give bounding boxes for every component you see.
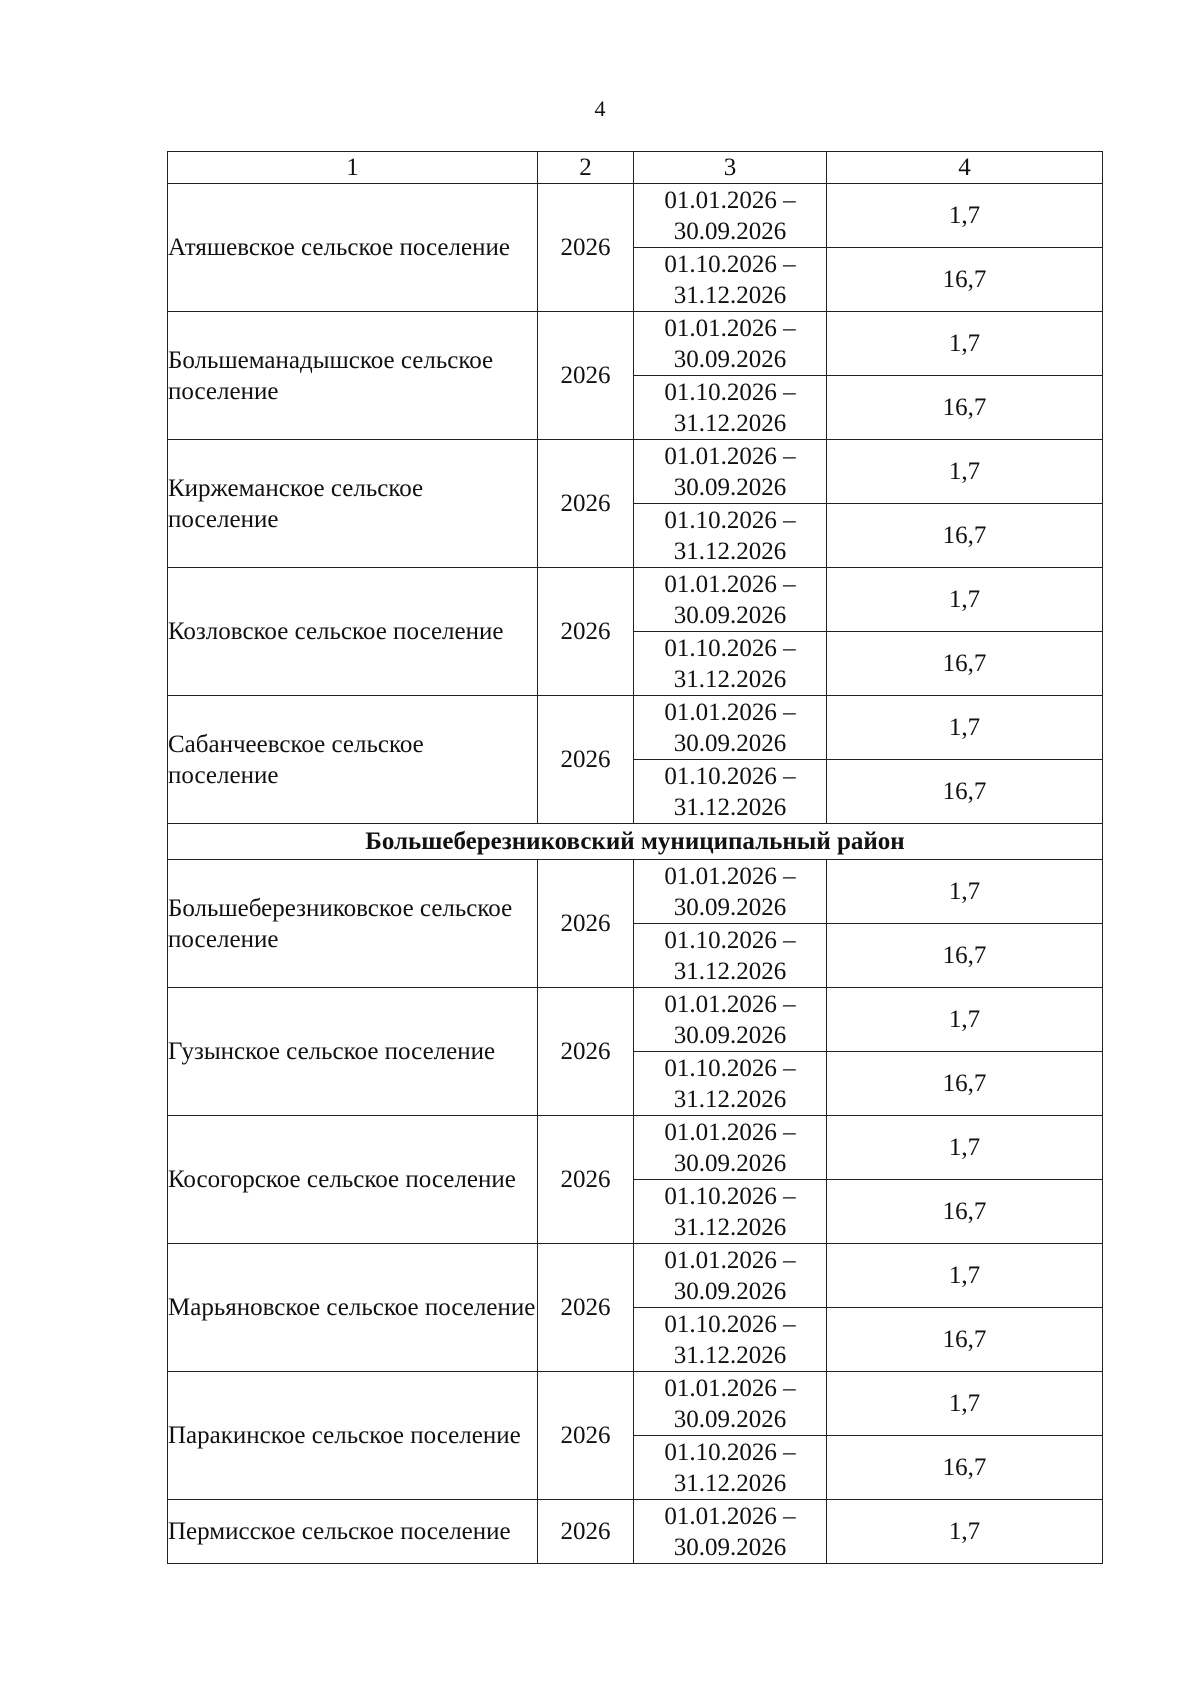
period-from: 01.10.2026 – — [664, 1182, 796, 1210]
year-cell: 2026 — [538, 1372, 634, 1500]
period-to: 31.12.2026 — [673, 281, 787, 309]
period-to: 30.09.2026 — [673, 601, 787, 629]
period-to: 31.12.2026 — [673, 409, 787, 437]
period-to: 31.12.2026 — [673, 1213, 787, 1241]
period-cell — [634, 1116, 827, 1180]
period-from: 01.10.2026 – — [664, 634, 796, 662]
period-from: 01.10.2026 – — [664, 1438, 796, 1466]
table-row — [168, 184, 1103, 248]
period-from: 01.01.2026 – — [664, 698, 796, 726]
settlement-name: Марьяновское сельское поселение — [168, 1244, 538, 1372]
period-to: 30.09.2026 — [673, 217, 787, 245]
value-cell: 16,7 — [827, 504, 1103, 568]
period-to: 30.09.2026 — [673, 1021, 787, 1049]
period-cell — [634, 440, 827, 504]
period-from: 01.10.2026 – — [664, 506, 796, 534]
period-cell — [634, 504, 827, 568]
section-title: Большеберезниковский муниципальный район — [168, 824, 1103, 860]
table-row — [168, 312, 1103, 376]
header-row — [168, 152, 1103, 184]
period-from: 01.10.2026 – — [664, 1310, 796, 1338]
value-cell: 1,7 — [827, 1500, 1103, 1564]
period-cell — [634, 312, 827, 376]
year-cell: 2026 — [538, 312, 634, 440]
period-from: 01.01.2026 – — [664, 1246, 796, 1274]
value-cell: 16,7 — [827, 376, 1103, 440]
settlement-name: Гузынское сельское поселение — [168, 988, 538, 1116]
period-to: 30.09.2026 — [673, 1277, 787, 1305]
period-to: 31.12.2026 — [673, 1341, 787, 1369]
value-cell: 16,7 — [827, 924, 1103, 988]
value-cell: 1,7 — [827, 696, 1103, 760]
period-cell — [634, 1180, 827, 1244]
year-cell: 2026 — [538, 696, 634, 824]
period-from: 01.10.2026 – — [664, 1054, 796, 1082]
table-row — [168, 1372, 1103, 1436]
period-to: 30.09.2026 — [673, 1533, 787, 1561]
period-from: 01.10.2026 – — [664, 250, 796, 278]
settlement-name: Большеманадышское сельское поселение — [168, 312, 538, 440]
period-from: 01.01.2026 – — [664, 1374, 796, 1402]
settlement-name: Сабанчеевское сельское поселение — [168, 696, 538, 824]
table-row — [168, 988, 1103, 1052]
year-cell: 2026 — [538, 1244, 634, 1372]
period-from: 01.01.2026 – — [664, 1118, 796, 1146]
period-from: 01.01.2026 – — [664, 990, 796, 1018]
period-to: 31.12.2026 — [673, 665, 787, 693]
period-to: 30.09.2026 — [673, 1149, 787, 1177]
value-cell: 1,7 — [827, 440, 1103, 504]
period-to: 30.09.2026 — [673, 473, 787, 501]
period-cell — [634, 568, 827, 632]
table-row — [168, 440, 1103, 504]
year-cell: 2026 — [538, 1116, 634, 1244]
value-cell: 16,7 — [827, 1308, 1103, 1372]
value-cell: 16,7 — [827, 1180, 1103, 1244]
header-cell-4: 4 — [827, 152, 1103, 184]
page-number: 4 — [594, 96, 606, 121]
year-cell: 2026 — [538, 440, 634, 568]
table-row — [168, 1500, 1103, 1564]
period-cell — [634, 184, 827, 248]
period-from: 01.01.2026 – — [664, 862, 796, 890]
year-cell: 2026 — [538, 568, 634, 696]
period-cell — [634, 632, 827, 696]
period-cell — [634, 924, 827, 988]
period-cell — [634, 860, 827, 924]
section-row — [168, 824, 1103, 860]
period-to: 31.12.2026 — [673, 537, 787, 565]
period-to: 31.12.2026 — [673, 793, 787, 821]
value-cell: 1,7 — [827, 1244, 1103, 1308]
tariff-table — [167, 151, 1103, 1564]
period-cell — [634, 248, 827, 312]
period-from: 01.01.2026 – — [664, 570, 796, 598]
period-from: 01.10.2026 – — [664, 926, 796, 954]
table-row — [168, 860, 1103, 924]
period-to: 30.09.2026 — [673, 1405, 787, 1433]
period-cell — [634, 1500, 827, 1564]
settlement-name: Пермисское сельское поселение — [168, 1500, 538, 1564]
period-from: 01.10.2026 – — [664, 762, 796, 790]
value-cell: 1,7 — [827, 1372, 1103, 1436]
period-from: 01.10.2026 – — [664, 378, 796, 406]
period-cell — [634, 988, 827, 1052]
value-cell: 16,7 — [827, 1052, 1103, 1116]
period-cell — [634, 760, 827, 824]
settlement-name: Паракинское сельское поселение — [168, 1372, 538, 1500]
period-cell — [634, 1244, 827, 1308]
period-cell — [634, 376, 827, 440]
settlement-name: Киржеманское сельское поселение — [168, 440, 538, 568]
table-row — [168, 696, 1103, 760]
value-cell: 16,7 — [827, 760, 1103, 824]
value-cell: 1,7 — [827, 860, 1103, 924]
period-from: 01.01.2026 – — [664, 314, 796, 342]
year-cell: 2026 — [538, 184, 634, 312]
period-cell — [634, 1052, 827, 1116]
header-cell-1: 1 — [168, 152, 538, 184]
period-to: 31.12.2026 — [673, 1085, 787, 1113]
period-cell — [634, 1436, 827, 1500]
period-to: 30.09.2026 — [673, 893, 787, 921]
period-to: 31.12.2026 — [673, 957, 787, 985]
value-cell: 1,7 — [827, 184, 1103, 248]
table-row — [168, 1116, 1103, 1180]
header-cell-3: 3 — [634, 152, 827, 184]
table-row — [168, 1244, 1103, 1308]
year-cell: 2026 — [538, 860, 634, 988]
period-to: 30.09.2026 — [673, 345, 787, 373]
value-cell: 16,7 — [827, 1436, 1103, 1500]
header-cell-2: 2 — [538, 152, 634, 184]
settlement-name: Козловское сельское поселение — [168, 568, 538, 696]
value-cell: 1,7 — [827, 988, 1103, 1052]
year-cell: 2026 — [538, 1500, 634, 1564]
period-to: 30.09.2026 — [673, 729, 787, 757]
period-cell — [634, 696, 827, 760]
value-cell: 1,7 — [827, 568, 1103, 632]
period-from: 01.01.2026 – — [664, 442, 796, 470]
value-cell: 16,7 — [827, 248, 1103, 312]
settlement-name: Большеберезниковское сельское поселение — [168, 860, 538, 988]
value-cell: 1,7 — [827, 312, 1103, 376]
settlement-name: Атяшевское сельское поселение — [168, 184, 538, 312]
value-cell: 16,7 — [827, 632, 1103, 696]
year-cell: 2026 — [538, 988, 634, 1116]
period-cell — [634, 1308, 827, 1372]
table-body — [168, 152, 1103, 1564]
period-from: 01.01.2026 – — [664, 1502, 796, 1530]
period-from: 01.01.2026 – — [664, 186, 796, 214]
period-to: 31.12.2026 — [673, 1469, 787, 1497]
value-cell: 1,7 — [827, 1116, 1103, 1180]
table-row — [168, 568, 1103, 632]
period-cell — [634, 1372, 827, 1436]
settlement-name: Косогорское сельское поселение — [168, 1116, 538, 1244]
